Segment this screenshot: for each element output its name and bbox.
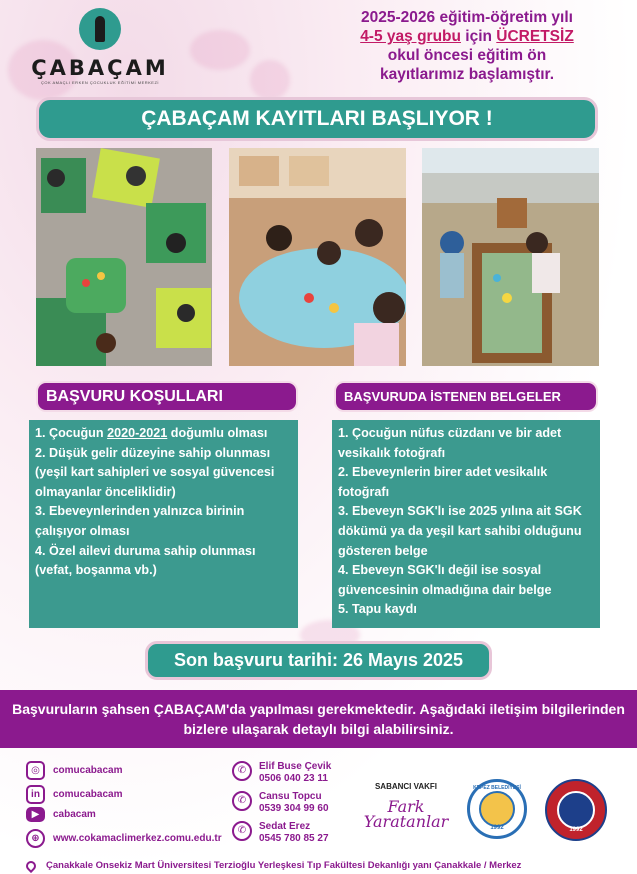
headline-connector: için (460, 28, 497, 45)
photo-children-mats (36, 148, 212, 366)
contact-phone: 0506 040 23 11 (259, 772, 328, 784)
sabanci-title: SABANCI VAKFI (374, 782, 438, 791)
headline-line4: kayıtlarımız başlamıştır. (379, 66, 555, 83)
condition-item-3: 3. Ebeveynlerinden yalnızca birinin çalışıyor olması (35, 504, 245, 538)
decor-blot (250, 60, 290, 100)
condition-1-suffix: doğumlu olması (167, 426, 268, 440)
condition-item-1 (35, 424, 292, 444)
document-item-3: 3. Ebeveyn SGK'lı ise 2025 yılına ait SGK dökümü ya da yeşil kart sahibi olduğunu gösteren belge (338, 504, 582, 558)
linkedin-contact[interactable] (26, 785, 122, 804)
phone-icon: ✆ (232, 761, 252, 781)
contact-person-1[interactable] (259, 761, 331, 784)
contact-person-2[interactable] (259, 791, 329, 814)
document-item-2: 2. Ebeveynlerin birer adet vesikalık fotoğrafı (338, 465, 548, 499)
cabacam-logo (30, 8, 170, 88)
logo-subtitle: ÇOK AMAÇLI ERKEN ÇOCUKLUK EĞİTİMİ MERKEZİ (40, 80, 160, 85)
photo-children-table (229, 148, 406, 366)
linkedin-icon: in (26, 785, 45, 804)
contact-name: Sedat Erez (259, 821, 311, 832)
location-pin-icon (24, 858, 38, 872)
condition-item-4: 4. Özel ailevi duruma sahip olunması (vefat, boşanma vb.) (35, 543, 256, 578)
kepez-emblem-icon (479, 791, 515, 827)
contact-phone: 0545 780 85 27 (259, 832, 329, 844)
decor-blot (190, 30, 250, 70)
contact-name: Cansu Topcu (259, 791, 322, 802)
youtube-contact[interactable] (26, 807, 96, 822)
documents-list (332, 420, 600, 628)
linkedin-handle: comucabacam (53, 789, 123, 800)
logo-name: ÇABAÇAM (31, 56, 169, 80)
photo-children-sandbox (422, 148, 599, 366)
instagram-icon: ◎ (26, 761, 45, 780)
sabanci-line1: Fark (387, 797, 425, 816)
headline-line1: 2025-2026 eğitim-öğretim yılı (361, 9, 573, 26)
contact-phone: 0539 304 99 60 (259, 802, 329, 814)
website-url: www.cokamaclimerkez.comu.edu.tr (53, 833, 222, 844)
comu-emblem-icon (557, 791, 595, 829)
instagram-contact[interactable] (26, 761, 122, 780)
youtube-icon: ▶ (26, 807, 45, 822)
documents-title: BAŞVURUDA İSTENEN BELGELER (334, 381, 598, 412)
contact-name: Elif Buse Çevik (259, 761, 332, 772)
sabanci-line2: Yaratanlar (363, 812, 449, 831)
free-label: ÜCRETSİZ (496, 28, 574, 45)
headline-line3: okul öncesi eğitim ön (387, 47, 547, 64)
document-item-1: 1. Çocuğun nüfus cüzdanı ve bir adet vesikalık fotoğrafı (338, 426, 562, 460)
phone-icon: ✆ (232, 821, 252, 841)
comu-university-logo (545, 779, 607, 841)
instagram-handle: comucabacam (53, 765, 123, 776)
age-group: 4-5 yaş grubu (360, 28, 461, 45)
document-item-4: 4. Ebeveyn SGK'lı değil ise sosyal güvencesinin olmadığına dair belge (338, 563, 552, 597)
condition-item-2: 2. Düşük gelir düzeyine sahip olunması (yeşil kart sahipleri ve sosyal güvencesi olmayanlar önceliklidir) (35, 445, 275, 499)
kepez-year: 1992 (490, 825, 504, 831)
sabanci-foundation-logo (360, 782, 452, 829)
birth-years: 2020-2021 (107, 426, 168, 440)
contact-person-3[interactable] (259, 821, 329, 844)
phone-icon: ✆ (232, 791, 252, 811)
globe-icon: ⊕ (26, 829, 45, 848)
application-deadline: Son başvuru tarihi: 26 Mayıs 2025 (145, 641, 492, 680)
document-item-5: 5. Tapu kaydı (338, 602, 417, 617)
logo-figure-icon (79, 8, 121, 50)
comu-year: 1992 (569, 827, 583, 833)
address (26, 860, 521, 871)
fark-yaratanlar (360, 799, 452, 829)
website-contact[interactable] (26, 829, 222, 848)
conditions-title: BAŞVURU KOŞULLARI (36, 381, 298, 412)
kepez-name: KEPEZ BELEDİYESİ (473, 785, 521, 791)
address-text: Çanakkale Onsekiz Mart Üniversitesi Terzioğlu Yerleşkesi Tıp Fakültesi Dekanlığı yanı Çanakkale / Merkez (46, 860, 522, 871)
info-banner: Başvuruların şahsen ÇABAÇAM'da yapılması gerekmektedir. Aşağıdaki iletişim bilgilerinden bizlere ulaşarak detaylı bilgi alabilirsiniz. (0, 690, 637, 748)
youtube-handle: cabacam (53, 809, 96, 820)
headline-line2 (322, 27, 612, 46)
condition-1-prefix: 1. Çocuğun (35, 426, 108, 440)
conditions-list (29, 420, 298, 628)
registration-banner: ÇABAÇAM KAYITLARI BAŞLIYOR ! (36, 97, 598, 141)
headline (322, 8, 612, 84)
kepez-municipality-logo (467, 779, 527, 839)
